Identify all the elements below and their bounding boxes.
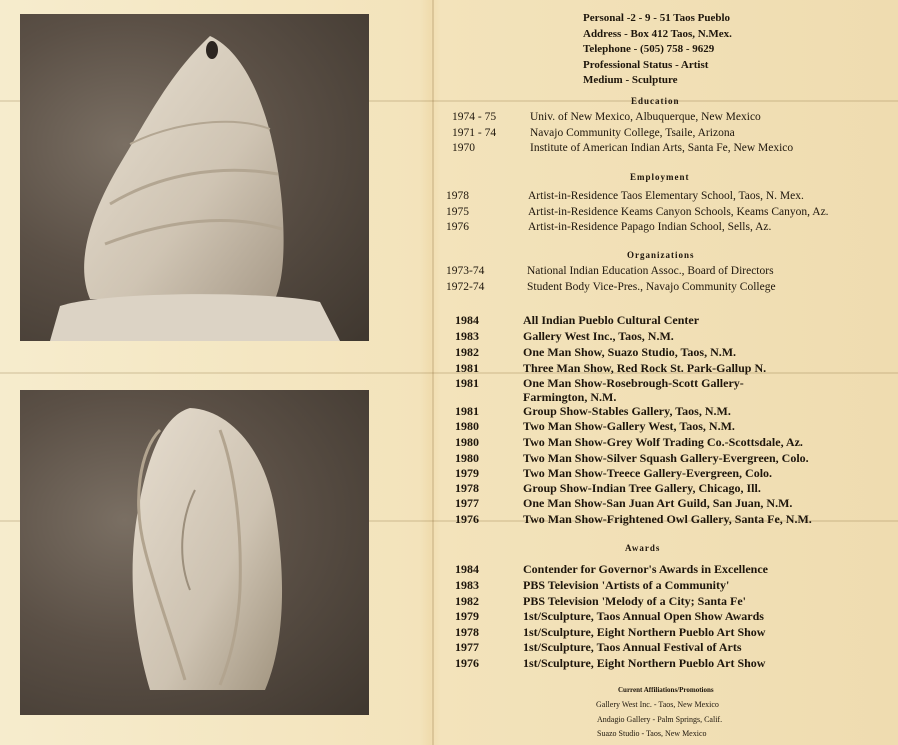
list-item: Suazo Studio - Taos, New Mexico [597, 729, 707, 738]
employment-heading: Employment [630, 172, 690, 182]
organizations-heading: Organizations [627, 250, 695, 260]
paper-fold [432, 0, 434, 745]
address-line: Address - Box 412 Taos, N.Mex. [583, 28, 732, 40]
education-heading: Education [631, 96, 680, 106]
list-item: Gallery West Inc. - Taos, New Mexico [596, 700, 719, 709]
medium-line: Medium - Sculpture [583, 74, 678, 86]
sculpture-photo-bottom [20, 390, 369, 715]
affiliations-heading: Current Affiliations/Promotions [618, 686, 714, 694]
telephone-line: Telephone - (505) 758 - 9629 [583, 43, 715, 55]
document-page: Personal -2 - 9 - 51 Taos Pueblo Address - Box 412 Taos, N.Mex. Telephone - (505) 758 - 9629 Professional Status - Artist Medium - Sculpture Education 1974 - 75 Univ. of New Mexico, Albuquerque, New Mexico 1971 - 74 Navajo Community College, Tsaile, Arizona 1970 Institute of American Indian Arts, Santa Fe, New Mexico Employment 1978 Artist-in-Residence Taos Elementary School, Taos, N. Mex. 1975 Artist-in-Residence Keams Canyon Schools, Keams Canyon, Az. 1976 Artist-in-Residence Papago Indian School, Sells, Az. Organizations 1973-74 National Indian Education Assoc., Board of Directors 1972-74 Student Body Vice-Pres., Navajo Community College 1984 All Indian Pueblo Cultural Center 1983 Gallery West Inc., Taos, N.M. 1982 One Man Show, Suazo Studio, Taos, N.M. 1981 Three Man Show, Red Rock St. Park-Gallup N. 1981 One Man Show-Rosebrough-Scott Gallery- Farmington, N.M. 1981 Group Show-Stables Gallery, Taos, N.M. 1980 Two Man Show-Gallery West, Taos, N.M. 1980 Two Man Show-Grey Wolf Trading Co.-Scottsdale, Az. 1980 Two Man Show-Silver Squash Gallery-Evergreen, Colo. 1979 Two Man Show-Treece Gallery-Evergreen, Colo. 1978 Group Show-Indian Tree Gallery, Chicago, Ill. 1977 One Man Show-San Juan Art Guild, San Juan, N.M. 1976 Two Man Show-Frightened Owl Gallery, Santa Fe, N.M. Awards 1984 Contender for Governor's Awards in Excellence 1983 PBS Television 'Artists of a Community' 1982 PBS Television 'Melody of a City; Santa Fe' 1979 1st/Sculpture, Taos Annual Open Show Awards 1978 1st/Sculpture, Eight Northern Pueblo Art Show 1977 1st/Sculpture, Taos Annual Festival of Arts 1976 1st/Sculpture, Eight Northern Pueblo Art Show Current Affiliations/Promotions Gallery West Inc. - Taos, New Mexico Andagio Gallery - Palm Springs, Calif. Suazo Studio - Taos, New Mexico [0, 0, 898, 745]
list-item: Andagio Gallery - Palm Springs, Calif. [597, 715, 723, 724]
sculpture-photo-top [20, 14, 369, 341]
awards-heading: Awards [625, 543, 661, 553]
personal-line: Personal -2 - 9 - 51 Taos Pueblo [583, 12, 730, 24]
status-line: Professional Status - Artist [583, 59, 709, 71]
